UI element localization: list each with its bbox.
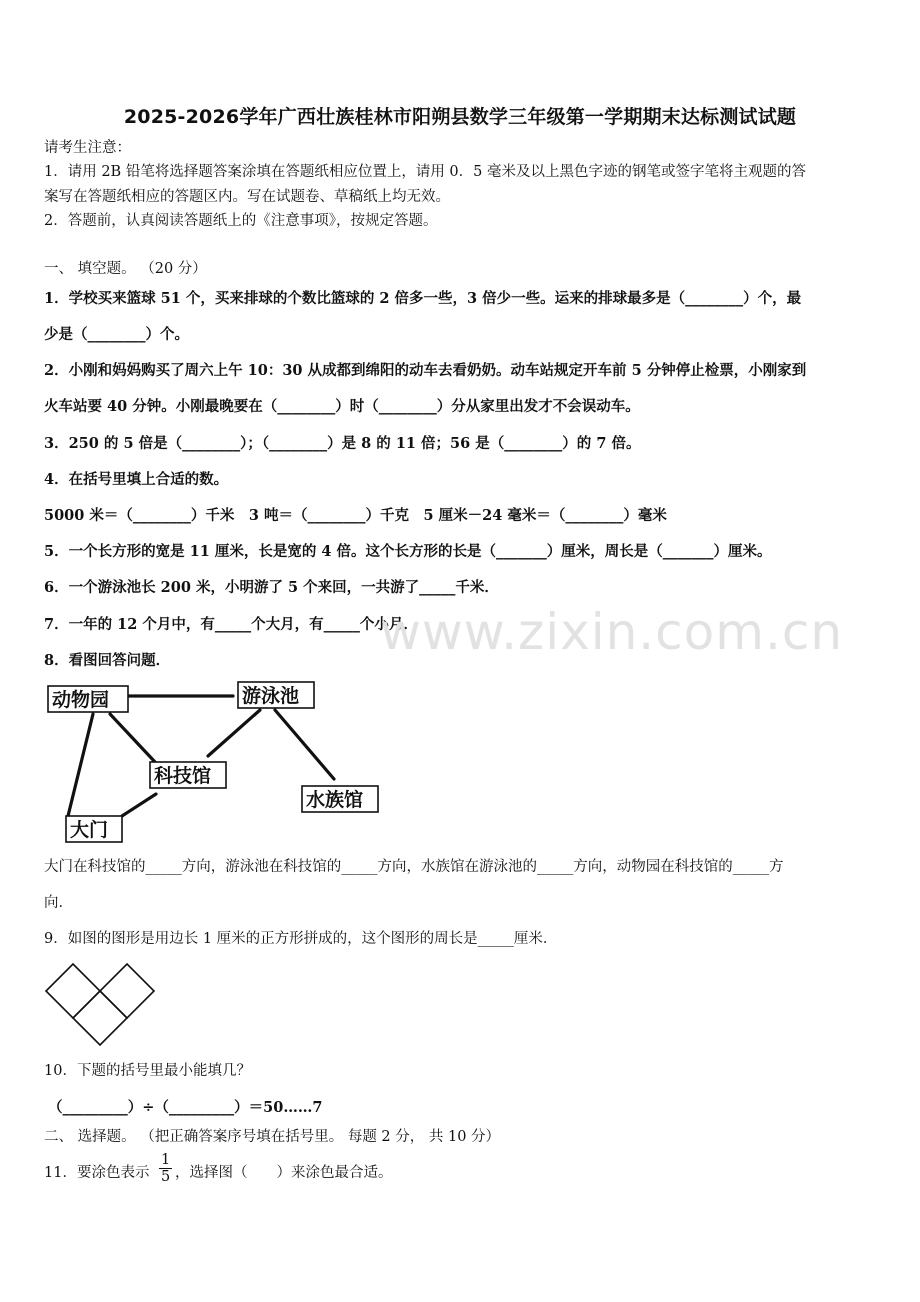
question-2-line-2: 火车站要 40 分钟。小刚最晚要在（________）时（________）分从家里出发才不会误动车。 xyxy=(44,398,640,415)
question-11-suffix: ，选择图（ ）来涂色最合适。 xyxy=(175,1165,393,1181)
gate-label: 大门 xyxy=(70,819,109,841)
square-figure xyxy=(40,958,160,1048)
question-3: 3．250 的 5 倍是（________）；（________）是 8 的 11 倍；56 是（________）的 7 倍。 xyxy=(44,435,641,452)
watermark: www.zixin.com.cn xyxy=(380,603,844,661)
fraction-numerator: 1 xyxy=(161,1152,171,1168)
question-10-line-2: （_________）÷（_________）＝50……7 xyxy=(48,1099,323,1116)
square-left xyxy=(46,964,100,1018)
question-9: 9．如图的图形是用边长 1 厘米的正方形拼成的，这个图形的周长是_____厘米． xyxy=(44,931,558,947)
question-1-line-1: 1．学校买来篮球 51 个，买来排球的个数比篮球的 2 倍多一些，3 倍少一些。运来的排球最多是（________）个，最 xyxy=(44,290,802,307)
question-4-line-1: 4．在括号里填上合适的数。 xyxy=(44,471,229,488)
section-2-heading: 二、 选择题。 （把正确答案序号填在括号里。 每题 2 分， 共 10 分） xyxy=(44,1129,501,1145)
zoo-label: 动物园 xyxy=(52,689,110,711)
notice-item-1-line-2: 案写在答题纸相应的答题区内。写在试题卷、草稿纸上均无效。 xyxy=(44,189,450,205)
square-right xyxy=(100,964,154,1018)
notice-item-2: 2．答题前，认真阅读答题纸上的《注意事项》，按规定答题。 xyxy=(44,213,438,229)
square-bottom xyxy=(73,991,127,1045)
question-8-line-3: 向． xyxy=(44,895,73,911)
question-10-line-1: 10．下题的括号里最小能填几？ xyxy=(44,1063,251,1079)
question-4-line-2: 5000 米＝（________）千米 3 吨＝（________）千克 5 厘米－24 毫米＝（________）毫米 xyxy=(44,507,667,524)
question-2-line-1: 2．小刚和妈妈购买了周六上午 10：30 从成都到绵阳的动车去看奶奶。动车站规定开车前 5 分钟停止检票，小刚家到 xyxy=(44,362,807,379)
pool-label: 游泳池 xyxy=(242,685,300,707)
question-6: 6．一个游泳池长 200 米，小明游了 5 个来回，一共游了_____千米． xyxy=(44,579,499,596)
path-zoo-gate xyxy=(68,714,93,816)
path-pool-aquarium xyxy=(275,710,334,779)
museum-label: 科技馆 xyxy=(154,765,212,787)
aquarium-label: 水族馆 xyxy=(306,789,364,811)
question-11-prefix: 11．要涂色表示 xyxy=(44,1165,150,1181)
exam-title: 2025-2026学年广西壮族桂林市阳朔县数学三年级第一学期期末达标测试试题 xyxy=(123,106,797,128)
question-1-line-2: 少是（________）个。 xyxy=(44,326,189,343)
question-11-fraction xyxy=(159,1152,172,1185)
location-map-diagram xyxy=(40,676,390,846)
question-8-line-2: 大门在科技馆的_____方向，游泳池在科技馆的_____方向，水族馆在游泳池的_____方向，动物园在科技馆的_____方 xyxy=(44,859,784,875)
notice-item-1-line-1: 1．请用 2B 铅笔将选择题答案涂填在答题纸相应位置上，请用 0．5 毫米及以上黑色字迹的钢笔或签字笔将主观题的答 xyxy=(44,164,806,180)
path-pool-museum xyxy=(208,710,260,756)
notice-heading: 请考生注意： xyxy=(44,140,131,156)
section-1-heading: 一、 填空题。 （20 分） xyxy=(44,261,207,277)
question-8-line-1: 8．看图回答问题． xyxy=(44,652,171,669)
path-museum-gate xyxy=(122,794,156,816)
fraction-denominator: 5 xyxy=(161,1169,171,1185)
path-zoo-museum xyxy=(110,714,155,762)
question-5: 5．一个长方形的宽是 11 厘米，长是宽的 4 倍。这个长方形的长是（_______）厘米，周长是（_______）厘米。 xyxy=(44,543,772,560)
question-7: 7．一年的 12 个月中，有_____个大月，有_____个小月． xyxy=(44,616,418,633)
